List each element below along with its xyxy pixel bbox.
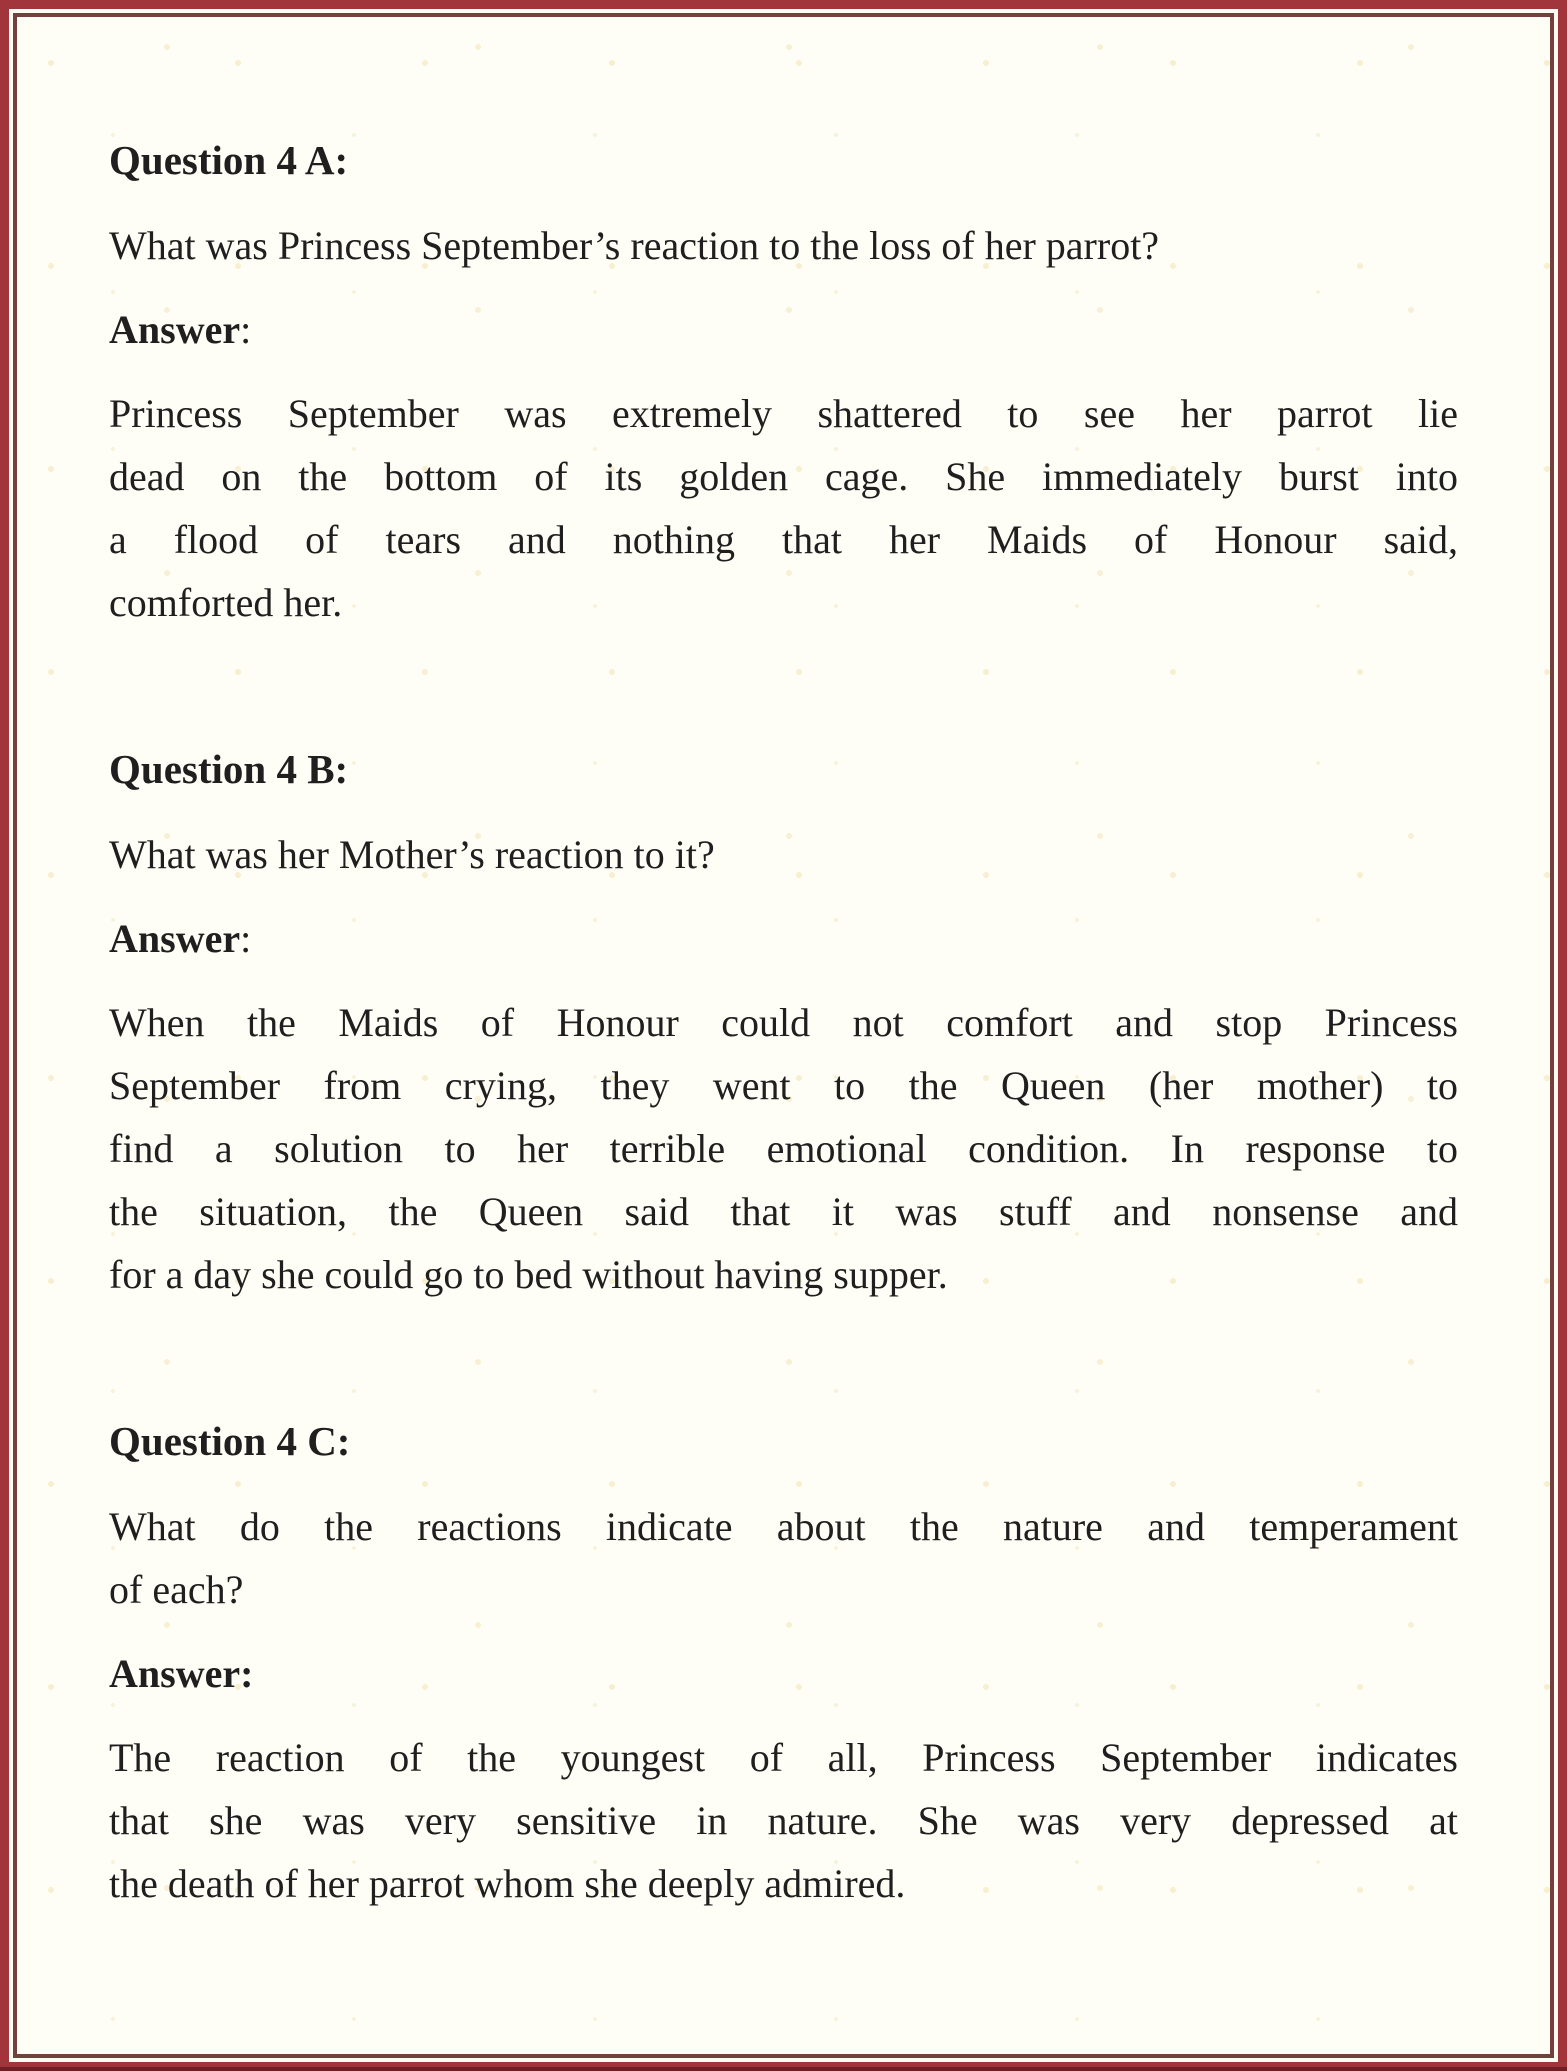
question-4a-heading: Question 4 A: (109, 137, 349, 183)
answer-label-word: Answer (109, 1651, 241, 1696)
answer-label-4c (109, 1642, 1458, 1705)
answer-line: Princess September was extremely shattered to see her parrot lie (109, 391, 1458, 436)
page-border-gap (9, 9, 1558, 2062)
question-4c-text (109, 1495, 1458, 1621)
answer-line: that she was very sensitive in nature. She was very depressed at (109, 1798, 1458, 1843)
question-4b-heading: Question 4 B: (109, 746, 349, 792)
question-line: of each? (109, 1567, 244, 1612)
qa-section-4b (109, 738, 1458, 1306)
question-line: What was Princess September’s reaction to the loss of her parrot? (109, 223, 1160, 268)
answer-label-4b (109, 907, 1458, 970)
answer-label-word: Answer (109, 916, 241, 961)
answer-4b-text (109, 991, 1458, 1306)
qa-section-4c (109, 1410, 1458, 1915)
answer-line: The reaction of the youngest of all, Princess September indicates (109, 1735, 1458, 1780)
question-line: What was her Mother’s reaction to it? (109, 832, 715, 877)
answer-line: find a solution to her terrible emotional condition. In response to (109, 1126, 1458, 1171)
answer-line: When the Maids of Honour could not comfort and stop Princess (109, 1000, 1458, 1045)
answer-label-word: Answer (109, 307, 241, 352)
answer-label-colon: : (240, 307, 252, 352)
answer-4a-text (109, 382, 1458, 634)
answer-line: the situation, the Queen said that it was stuff and nonsense and (109, 1189, 1458, 1234)
page-inner-frame (13, 13, 1554, 2058)
question-line: What do the reactions indicate about the nature and temperament (109, 1504, 1458, 1549)
answer-label-colon: : (240, 1651, 254, 1696)
question-4c-heading: Question 4 C: (109, 1418, 351, 1464)
answer-line: a flood of tears and nothing that her Maids of Honour said, (109, 517, 1458, 562)
question-4b-text (109, 823, 1458, 886)
answer-line: comforted her. (109, 580, 343, 625)
answer-label-4a (109, 298, 1458, 361)
answer-line: for a day she could go to bed without having supper. (109, 1252, 948, 1297)
answer-line: September from crying, they went to the Queen (her mother) to (109, 1063, 1458, 1108)
qa-section-4a (109, 129, 1458, 634)
answer-line: the death of her parrot whom she deeply admired. (109, 1861, 906, 1906)
question-4a-text (109, 214, 1458, 277)
page-content (109, 129, 1458, 1915)
answer-label-colon: : (240, 916, 252, 961)
answer-line: dead on the bottom of its golden cage. She immediately burst into (109, 454, 1458, 499)
answer-4c-text (109, 1726, 1458, 1915)
